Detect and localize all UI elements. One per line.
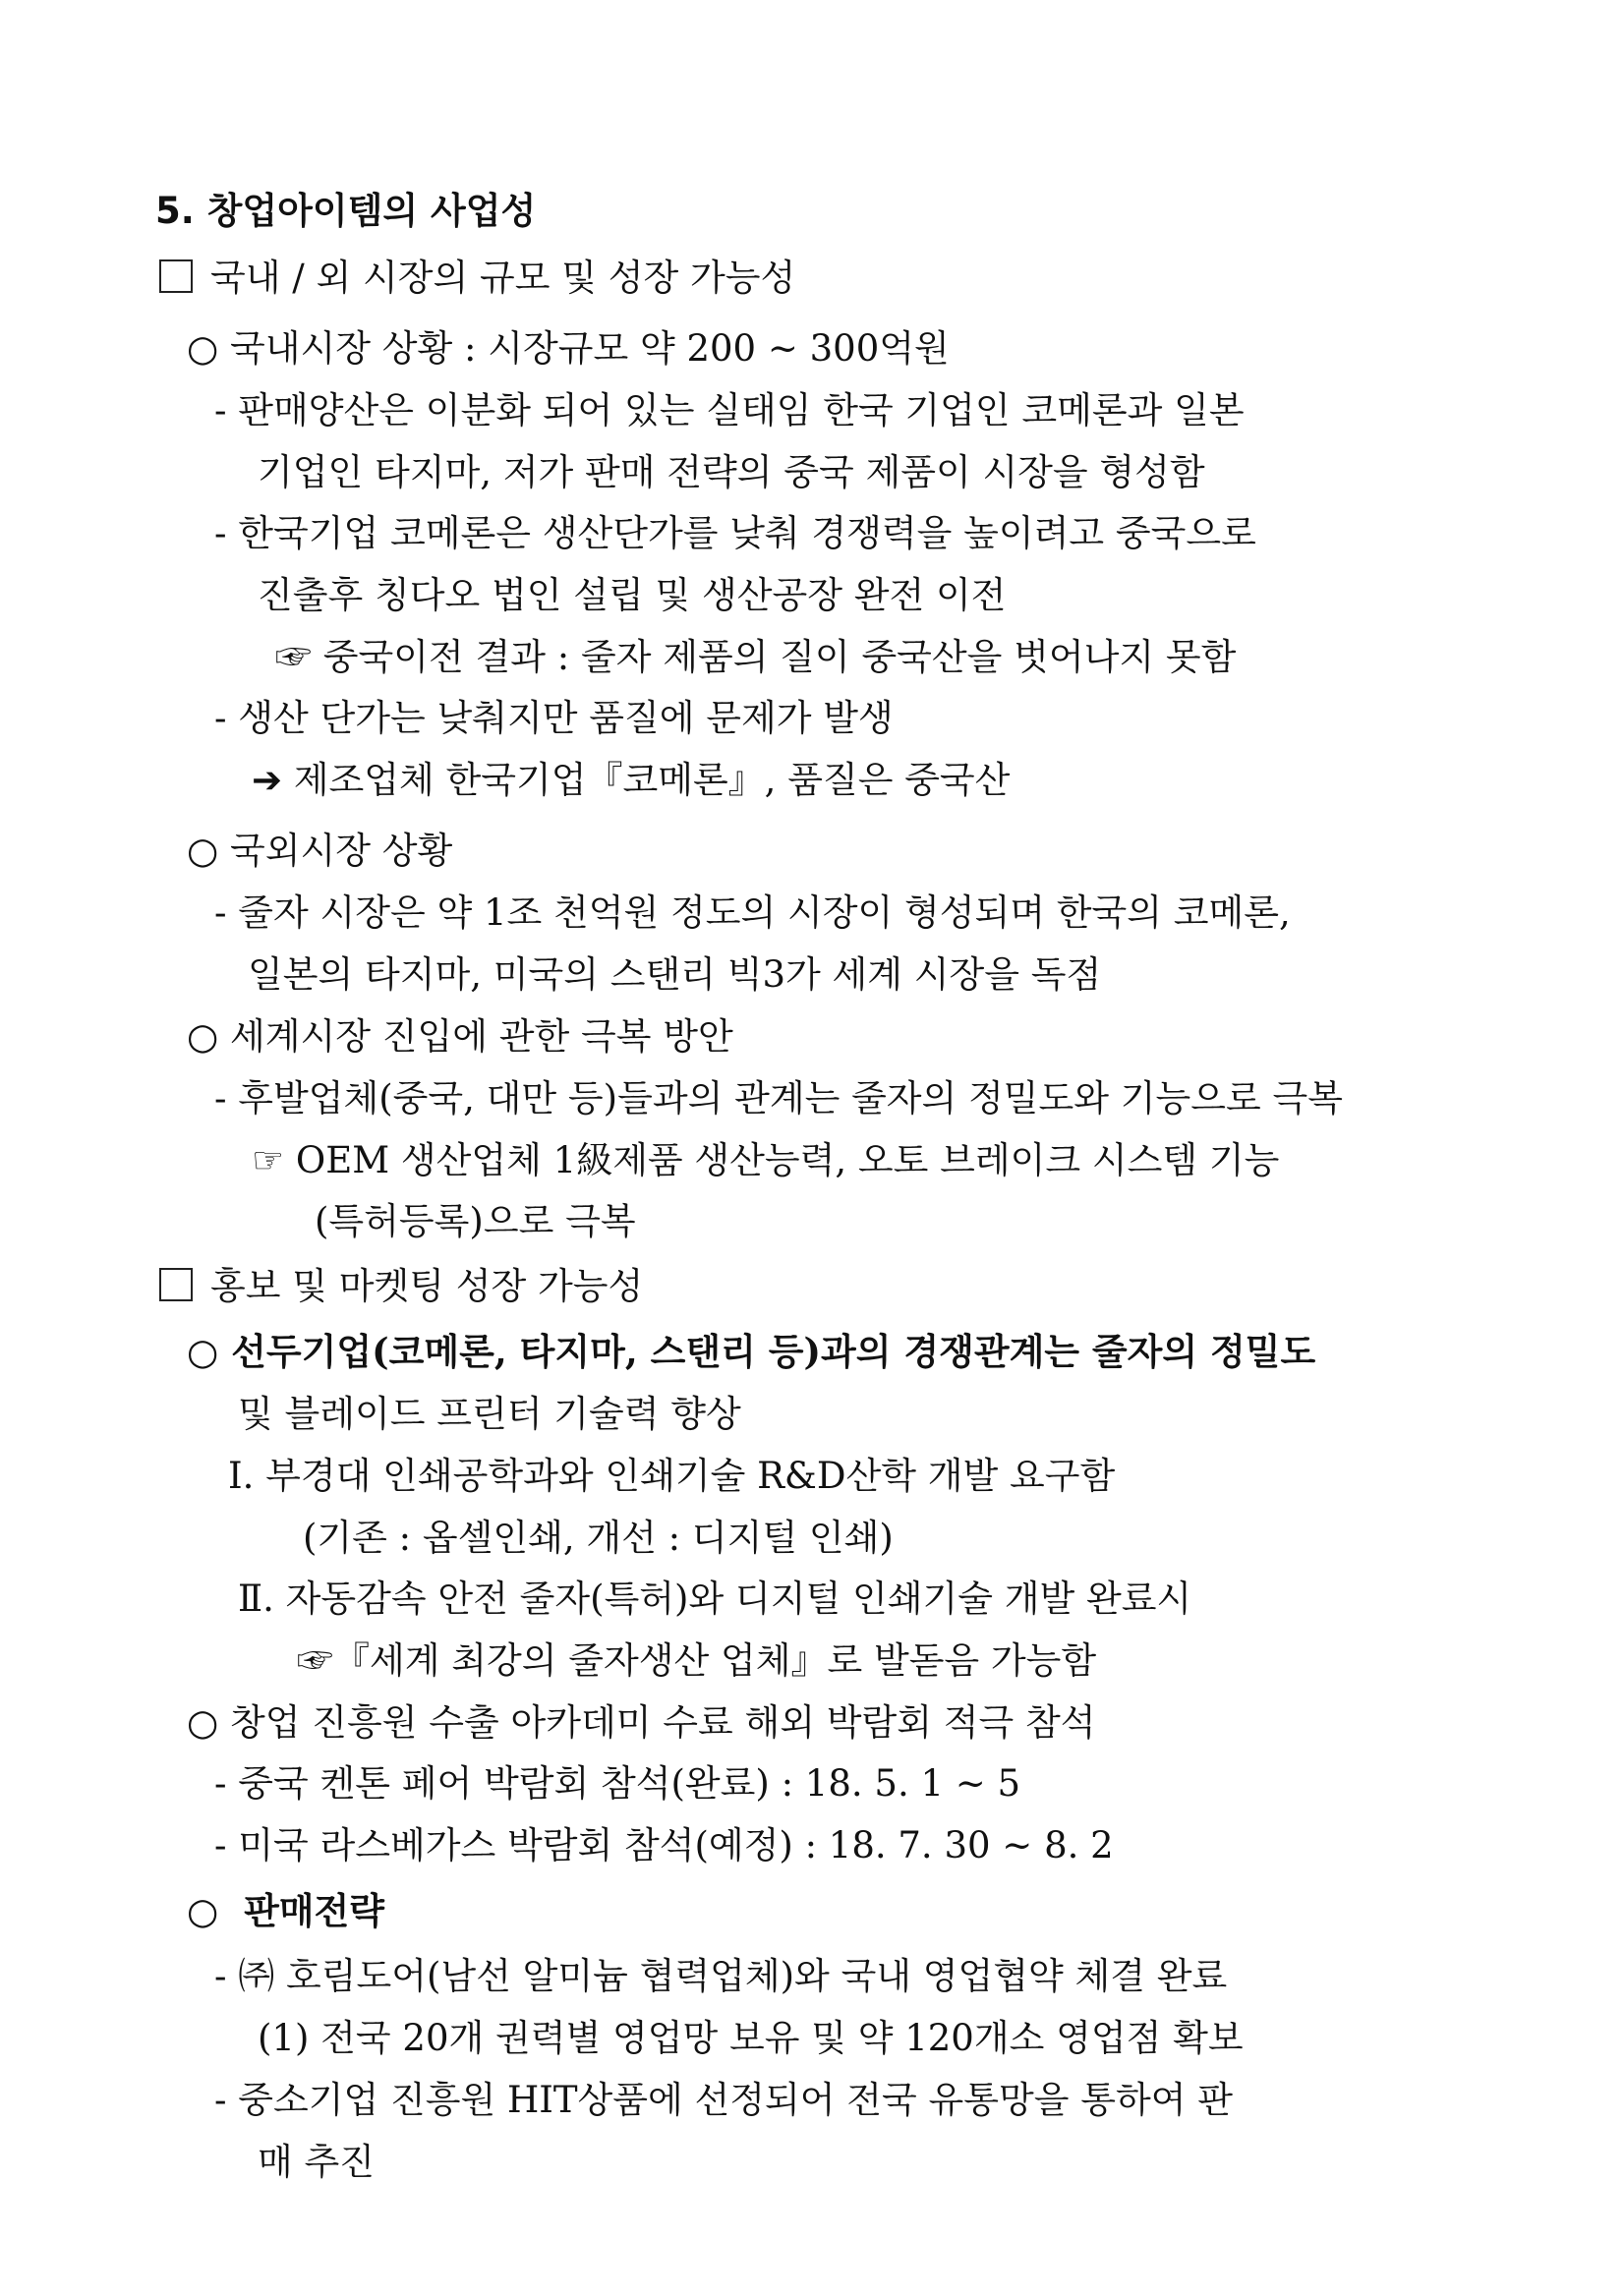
domestic-item1-line1: - 판매양산은 이분화 되어 있는 실태임 한국 기업인 코메론과 일본 [214, 389, 1245, 431]
domestic-item3: - 생산 단가는 낮춰지만 품질에 문제가 발생 [214, 697, 894, 739]
competition-roman2-line1: Ⅱ. 자동감속 안전 줄자(특허)와 디지털 인쇄기술 개발 완료시 [238, 1578, 1192, 1620]
checkbox-icon [159, 259, 193, 293]
sales-item2-line1: - 중소기업 진흥원 HIT상품에 선정되어 전국 유통망을 통하여 판 [214, 2079, 1233, 2121]
domestic-item2-line1: - 한국기업 코메론은 생산단가를 낮춰 경쟁력을 높이려고 중국으로 [214, 512, 1256, 554]
sales-bullet-label: 판매전략 [244, 1890, 385, 1932]
market-heading: 국내 / 외 시장의 규모 및 성장 가능성 [210, 257, 796, 299]
domestic-item2-note: ☞ 중국이전 결과 : 줄자 제품의 질이 중국산을 벗어나지 못함 [275, 636, 1237, 678]
export-item1: - 중국 켄톤 페어 박람회 참석(완료) : 18. 5. 1 ~ 5 [214, 1762, 1021, 1805]
competition-bullet-line2: 및 블레이드 프린터 기술력 향상 [238, 1393, 741, 1435]
global-entry-note-line1: ☞ OEM 생산업체 1級제품 생산능력, 오토 브레이크 시스템 기능 [252, 1139, 1280, 1181]
competition-roman1-line1: Ⅰ. 부경대 인쇄공학과와 인쇄기술 R&D산학 개발 요구함 [228, 1455, 1116, 1497]
domestic-item1-line2: 기업인 타지마, 저가 판매 전략의 중국 제품이 시장을 형성함 [258, 451, 1205, 493]
market-heading-row [159, 257, 796, 299]
competition-bullet-line1: ○ 선두기업(코메론, 타지마, 스탠리 등)과의 경쟁관계는 줄자의 정밀도 [187, 1330, 1316, 1373]
sales-item2-line2: 매 추진 [258, 2141, 375, 2183]
marketing-heading-row [159, 1265, 644, 1307]
domestic-item2-line2: 진출후 칭다오 법인 설립 및 생산공장 완전 이전 [258, 574, 1007, 616]
sales-item1-line1: - ㈜ 호림도어(남선 알미늄 협력업체)와 국내 영업협약 체결 완료 [214, 1955, 1228, 1997]
overseas-item1-line1: - 줄자 시장은 약 1조 천억원 정도의 시장이 형성되며 한국의 코메론, [214, 891, 1291, 934]
export-item2: - 미국 라스베가스 박람회 참석(예정) : 18. 7. 30 ~ 8. 2 [214, 1824, 1114, 1866]
domestic-item3-result: ➔ 제조업체 한국기업『코메론』, 품질은 중국산 [252, 759, 1011, 801]
domestic-bullet: ○ 국내시장 상황 : 시장규모 약 200 ~ 300억원 [187, 327, 950, 370]
overseas-item1-line2: 일본의 타지마, 미국의 스탠리 빅3가 세계 시장을 독점 [248, 953, 1102, 996]
competition-roman2-line2: ☞『세계 최강의 줄자생산 업체』로 발돋음 가능함 [297, 1639, 1097, 1682]
global-entry-note-line2: (특허등록)으로 극복 [315, 1200, 636, 1242]
global-entry-item1: - 후발업체(중국, 대만 등)들과의 관계는 줄자의 정밀도와 기능으로 극복 [214, 1077, 1343, 1119]
global-entry-bullet: ○ 세계시장 진입에 관한 극복 방안 [187, 1015, 733, 1058]
competition-roman1-line2: (기존 : 옵셀인쇄, 개선 : 디지털 인쇄) [303, 1517, 894, 1559]
marketing-heading: 홍보 및 마켓팅 성장 가능성 [210, 1265, 644, 1307]
checkbox-icon [159, 1268, 193, 1301]
export-bullet: ○ 창업 진흥원 수출 아카데미 수료 해외 박람회 적극 참석 [187, 1701, 1096, 1744]
overseas-bullet: ○ 국외시장 상황 [187, 830, 453, 872]
sales-bullet-mark: ○ [187, 1890, 219, 1932]
sales-bullet-row [187, 1890, 385, 1932]
sales-item1-line2: (1) 전국 20개 권력별 영업망 보유 및 약 120개소 영업점 확보 [258, 2017, 1244, 2059]
section-title: 5. 창업아이템의 사업성 [155, 190, 537, 232]
